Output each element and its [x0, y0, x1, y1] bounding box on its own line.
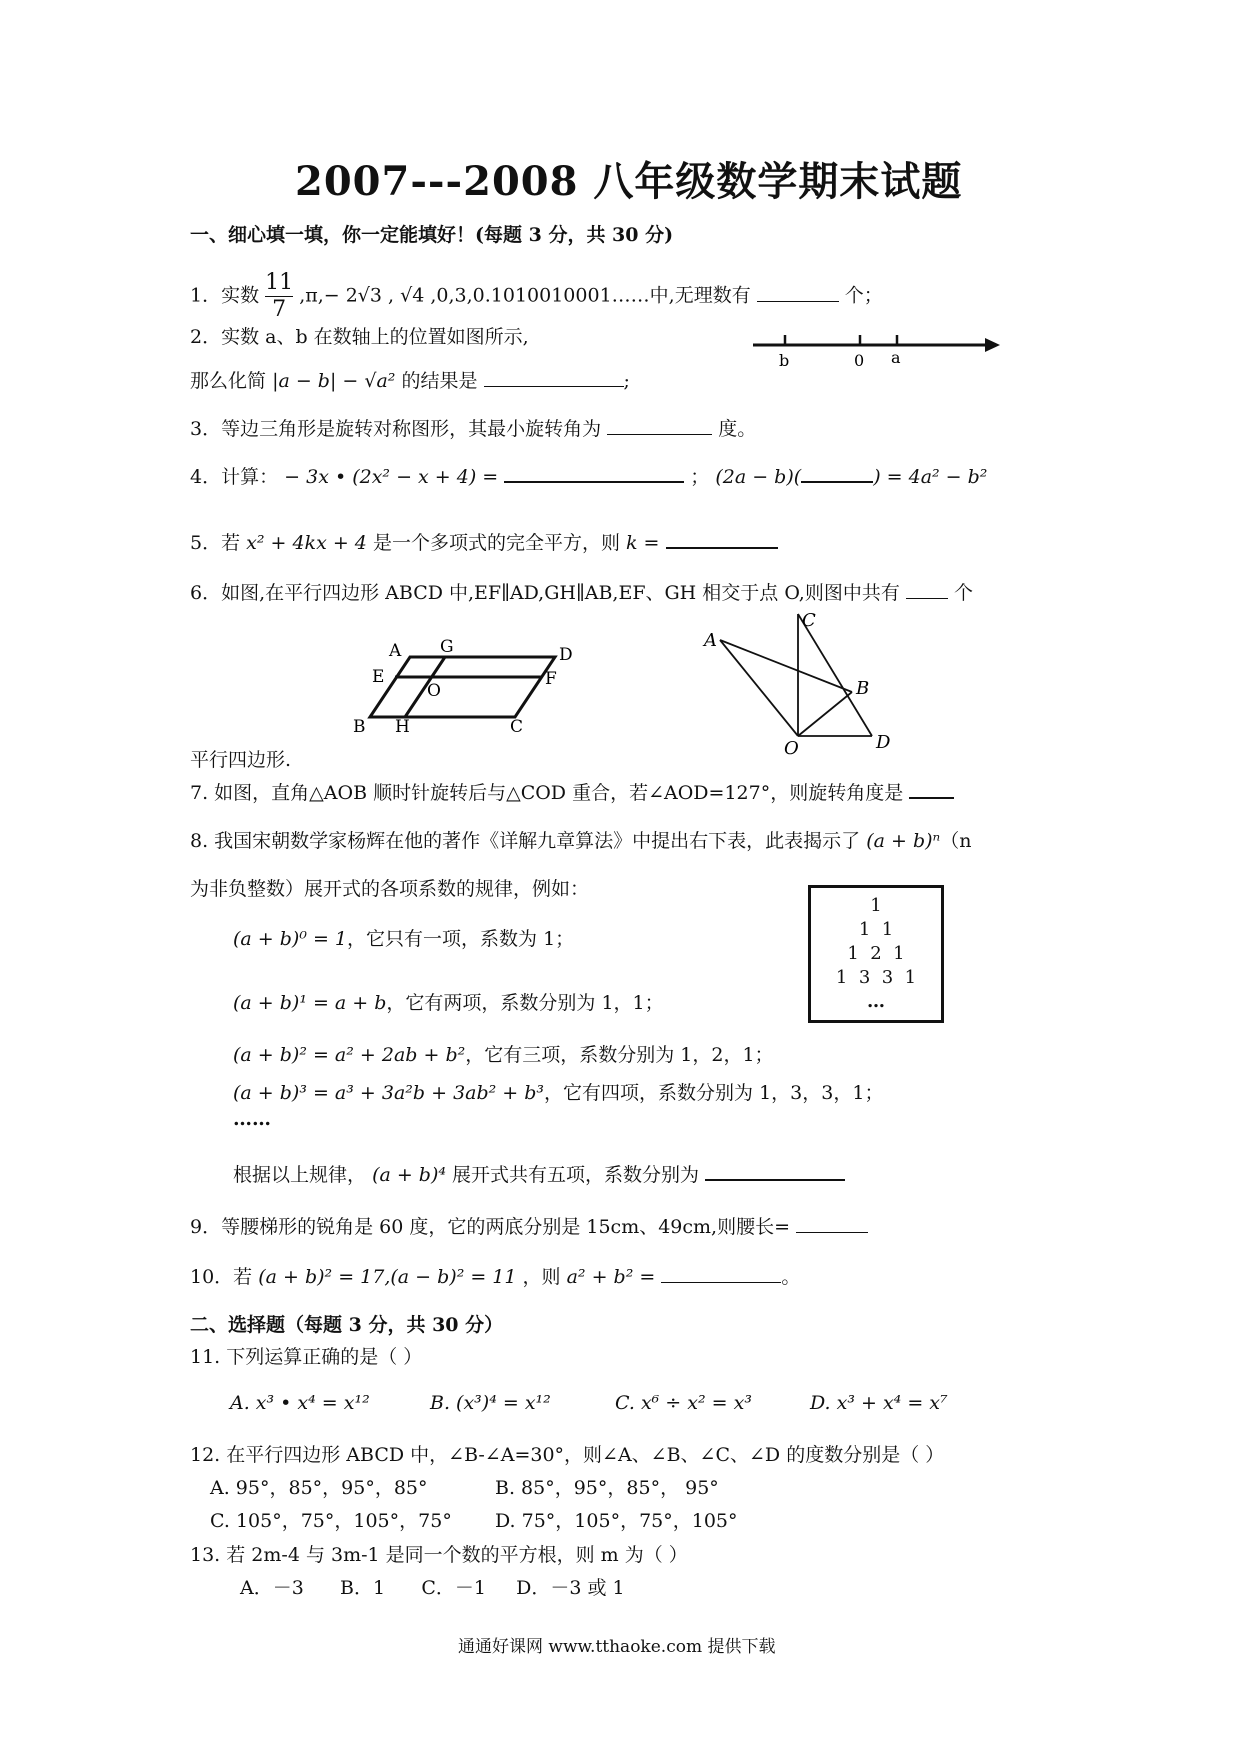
label-o: O: [427, 681, 441, 701]
label-b: B: [856, 678, 870, 699]
segment-bo: [798, 692, 852, 736]
question-12: 12. 在平行四边形 ABCD 中，∠B-∠A=30°，则∠A、∠B、∠C、∠D 的度数分别是（ ）: [190, 1444, 945, 1466]
label-d: D: [559, 645, 573, 665]
q7-text: 7. 如图，直角△AOB 顺时针旋转后与△COD 重合，若∠AOD=127°，则旋转角度是: [190, 782, 904, 804]
q8-line1-end: （n: [940, 830, 972, 852]
triangle-row-1: 1: [870, 895, 882, 916]
q13-options: A．－3 B．1 C．－1 D．－3 或 1: [240, 1577, 625, 1599]
label-b: B: [353, 717, 366, 737]
axis-label-b: b: [779, 351, 790, 370]
q5-k-label: k =: [626, 532, 660, 554]
q2-line2: [190, 366, 630, 393]
q4-answer-blank-2: [801, 480, 873, 483]
yang-hui-triangle: [811, 888, 941, 1014]
section-heading-fill-in: 一、细心填一填，你一定能填好！(每题 3 分，共 30 分): [190, 224, 674, 246]
label-h: H: [395, 717, 410, 737]
label-e: E: [372, 667, 385, 687]
q8-line1: [190, 826, 971, 853]
triangle-row-3: 1 2 1: [847, 943, 905, 964]
q3-suffix: 度。: [718, 418, 757, 440]
page-title: 2007---2008 八年级数学期末试题: [295, 158, 963, 205]
q2-line2-suffix: 的结果是: [401, 370, 478, 392]
number-line-figure: [745, 325, 1005, 370]
q6-text: 6．如图,在平行四边形 ABCD 中,EF∥AD,GH∥AB,EF、GH 相交于点 O,则图中共有: [190, 582, 900, 604]
q10-suffix: 。: [781, 1266, 801, 1288]
q5-expression: x² + 4kx + 4: [246, 532, 367, 554]
q11-option-b: B. (x³)⁴ = x¹²: [430, 1392, 551, 1414]
q8-row-3: [233, 1078, 883, 1105]
q8-line1-text: 8. 我国宋朝数学家杨辉在他的著作《详解九章算法》中提出右下表，此表揭示了: [190, 830, 861, 852]
question-1: [190, 270, 883, 323]
q1-suffix: 个；: [844, 284, 883, 307]
question-10: [190, 1262, 800, 1289]
q12-option-c: C. 105°，75°，105°，75°: [210, 1510, 452, 1532]
question-7: [190, 778, 954, 805]
q12-option-a: A. 95°，85°，95°，85°: [210, 1477, 428, 1499]
label-o: O: [784, 738, 799, 758]
triangle-ellipsis: …: [867, 991, 885, 1012]
q8-row-3-expression: (a + b)³ = a³ + 3a²b + 3ab² + b³: [233, 1082, 545, 1104]
q8-row-2-text: ，它有三项，系数分别为 1，2，1；: [465, 1044, 774, 1066]
q10-middle: ，则: [522, 1266, 561, 1288]
question-13: 13. 若 2m-4 与 3m-1 是同一个数的平方根，则 m 为（ ）: [190, 1544, 688, 1566]
q8-last-prefix: 根据以上规律，: [233, 1164, 367, 1186]
q10-answer-blank: [661, 1281, 781, 1283]
q2-answer-blank: [484, 385, 624, 387]
label-g: G: [440, 637, 454, 657]
q6-line2: 平行四边形.: [190, 749, 292, 771]
yang-hui-triangle-box: [808, 885, 944, 1023]
q8-line1-expression: (a + b)ⁿ: [866, 830, 941, 852]
segment-ab: [720, 640, 852, 692]
q2-line1: 2．实数 a、b 在数轴上的位置如图所示,: [190, 326, 529, 348]
q8-row-2-expression: (a + b)² = a² + 2ab + b²: [233, 1044, 466, 1066]
q11-option-a: A. x³ • x⁴ = x¹²: [230, 1392, 370, 1414]
section-heading-multiple-choice: 二、选择题（每题 3 分，共 30 分）: [190, 1314, 504, 1336]
q8-last-line: [233, 1160, 845, 1187]
label-a: A: [389, 641, 402, 661]
q6-answer-blank: [906, 597, 948, 599]
parallelogram-figure: [345, 632, 585, 742]
q9-text: 9．等腰梯形的锐角是 60 度，它的两底分别是 15cm、49cm,则腰长=: [190, 1216, 791, 1238]
q8-row-1: [233, 988, 664, 1015]
q1-answer-blank: [757, 300, 839, 302]
axis-label-a: a: [891, 348, 901, 367]
label-f: F: [545, 669, 557, 689]
q8-row-0: [233, 924, 574, 951]
q3-answer-blank: [607, 433, 712, 435]
question-11: 11. 下列运算正确的是（ ）: [190, 1346, 423, 1368]
label-c: C: [802, 610, 816, 631]
label-c: C: [510, 717, 524, 737]
question-6: [190, 578, 973, 605]
question-5: [190, 528, 778, 555]
triangle-row-2: 1 1: [858, 919, 894, 940]
question-3: [190, 414, 756, 441]
q8-line2: 为非负整数）展开式的各项系数的规律，例如：: [190, 878, 590, 900]
q1-fraction-den: 7: [272, 297, 287, 322]
question-9: [190, 1212, 868, 1239]
q4-expression-1: − 3x • (2x² − x + 4) =: [284, 466, 499, 488]
q11-option-d: D. x³ + x⁴ = x⁷: [810, 1392, 948, 1414]
q8-row-0-expression: (a + b)⁰ = 1: [233, 928, 348, 950]
q1-fraction-num: 11: [265, 270, 294, 295]
q8-row-1-text: ，它有两项，系数分别为 1，1；: [386, 992, 664, 1014]
q8-row-2: [233, 1040, 774, 1067]
label-d: D: [876, 732, 891, 753]
q4-answer-blank-1: [504, 480, 684, 483]
q12-option-b: B. 85°，95°，85°， 95°: [495, 1477, 719, 1499]
q2-line2-prefix: 那么化简: [190, 370, 267, 392]
q1-prefix: 1．实数: [190, 284, 260, 307]
triangle-row-4: 1 3 3 1: [835, 967, 917, 988]
q1-list: ,π,− 2√3 , √4 ,0,3,0.1010010001……中,无理数有: [299, 284, 751, 307]
q11-option-c: C. x⁶ ÷ x² = x³: [615, 1392, 752, 1414]
q4-separator: ；: [690, 466, 710, 488]
q8-answer-blank: [705, 1178, 845, 1181]
q8-last-text: 展开式共有五项，系数分别为: [452, 1164, 700, 1186]
q9-answer-blank: [796, 1231, 868, 1233]
q8-row-1-expression: (a + b)¹ = a + b: [233, 992, 387, 1014]
label-a: A: [704, 630, 717, 651]
q12-option-d: D. 75°，105°，75°，105°: [495, 1510, 738, 1532]
q6-suffix: 个: [953, 582, 973, 604]
q3-text: 3．等边三角形是旋转对称图形，其最小旋转角为: [190, 418, 602, 440]
axis-label-0: 0: [854, 351, 865, 370]
q8-last-expression: (a + b)⁴: [372, 1164, 446, 1186]
question-4: [190, 462, 987, 489]
q5-answer-blank: [666, 546, 778, 549]
q4-expression-2a: (2a − b)(: [715, 466, 802, 488]
q10-expression: (a + b)² = 17,(a − b)² = 11: [258, 1266, 517, 1288]
q10-expression-2: a² + b² =: [566, 1266, 656, 1288]
q2-expression: |a − b| − √a²: [272, 370, 396, 392]
parallelogram-abcd: [370, 657, 555, 717]
q8-row-3-text: ，它有四项，系数分别为 1，3，3，1；: [544, 1082, 884, 1104]
q5-middle: 是一个多项式的完全平方，则: [372, 532, 620, 554]
q4-prefix: 4．计算：: [190, 466, 279, 488]
q10-prefix: 10．若: [190, 1266, 253, 1288]
q8-row-0-text: ，它只有一项，系数为 1；: [347, 928, 575, 950]
q2-end: ;: [623, 370, 630, 392]
q1-fraction: [265, 270, 293, 323]
q8-ellipsis: ……: [233, 1108, 271, 1130]
q4-expression-2b: ) = 4a² − b²: [873, 466, 988, 488]
number-line-arrow: [985, 338, 1000, 352]
q5-prefix: 5．若: [190, 532, 241, 554]
rotation-figure: [700, 608, 900, 758]
q7-answer-blank: [909, 796, 954, 799]
page-footer: 通通好课网 www.tthaoke.com 提供下载: [458, 1637, 776, 1657]
